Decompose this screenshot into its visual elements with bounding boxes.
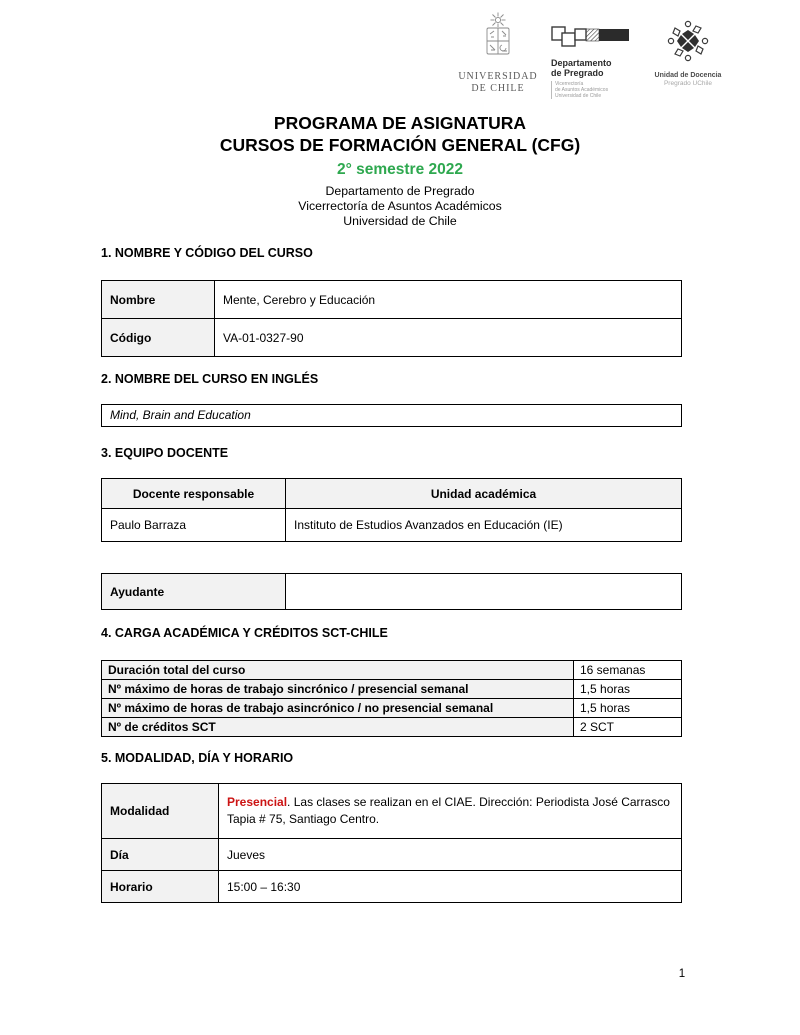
pregrado-logo-subtext: Vicerrectoría de Asuntos Académicos Universidad de Chile xyxy=(551,81,608,99)
dia-value: Jueves xyxy=(219,839,682,871)
title-block xyxy=(0,112,800,229)
horario-label: Horario xyxy=(102,871,219,903)
duracion-value: 16 semanas xyxy=(574,661,682,680)
dia-label: Día xyxy=(102,839,219,871)
table-row xyxy=(102,281,682,319)
pregrado-logo-text: Departamento de Pregrado xyxy=(551,58,612,78)
section-1-heading: 1. NOMBRE Y CÓDIGO DEL CURSO xyxy=(101,246,313,260)
docencia-logo-subtext: Pregrado UChile xyxy=(663,80,713,87)
table-row xyxy=(102,871,682,903)
page-number: 1 xyxy=(678,968,686,980)
table-row xyxy=(102,509,682,542)
table-row xyxy=(102,718,682,737)
nombre-label: Nombre xyxy=(102,281,215,319)
table-row xyxy=(102,319,682,357)
section-4-heading: 4. CARGA ACADÉMICA Y CRÉDITOS SCT-CHILE xyxy=(101,626,388,640)
codigo-label: Código xyxy=(102,319,215,357)
duracion-label: Duración total del curso xyxy=(102,661,574,680)
table-row xyxy=(102,784,682,839)
table-row xyxy=(102,839,682,871)
section-5-heading: 5. MODALIDAD, DÍA Y HORARIO xyxy=(101,751,294,765)
uchile-logo xyxy=(460,12,536,95)
section-3-heading: 3. EQUIPO DOCENTE xyxy=(101,446,229,460)
horas-sincronico-label: Nº máximo de horas de trabajo sincrónico / presencial semanal xyxy=(102,680,574,699)
section-2-heading: 2. NOMBRE DEL CURSO EN INGLÉS xyxy=(101,372,319,386)
pregrado-logo xyxy=(551,12,633,99)
academic-load-table xyxy=(101,660,682,737)
docencia-logo-text: Unidad de Docencia xyxy=(654,72,722,79)
modalidad-description: . Las clases se realizan en el CIAE. Dirección: Periodista José Carrasco Tapia # 75, Santiago Centro. xyxy=(227,795,670,826)
unidad-academica-header: Unidad académica xyxy=(286,479,682,509)
document-body xyxy=(101,240,682,903)
modalidad-label: Modalidad xyxy=(102,784,219,839)
document-title-line1: PROGRAMA DE ASIGNATURA xyxy=(273,113,527,133)
english-name-value: Mind, Brain and Education xyxy=(101,404,682,427)
unidad-value: Instituto de Estudios Avanzados en Educación (IE) xyxy=(286,509,682,542)
docencia-logo xyxy=(648,12,728,87)
document-title-line2: CURSOS DE FORMACIÓN GENERAL (CFG) xyxy=(219,135,581,155)
docente-value: Paulo Barraza xyxy=(102,509,286,542)
course-name-code-table xyxy=(101,280,682,357)
creditos-value: 2 SCT xyxy=(574,718,682,737)
creditos-label: Nº de créditos SCT xyxy=(102,718,574,737)
table-header-row xyxy=(102,479,682,509)
ayudante-value xyxy=(286,574,682,610)
docencia-pinwheel-icon xyxy=(665,18,711,69)
table-row xyxy=(102,680,682,699)
subtitle-departamento: Departamento de Pregrado xyxy=(325,184,475,198)
teaching-team-table xyxy=(101,478,682,542)
uchile-crest-icon xyxy=(479,12,517,69)
table-row xyxy=(102,699,682,718)
modality-schedule-table xyxy=(101,783,682,903)
subtitle-universidad: Universidad de Chile xyxy=(343,214,457,228)
uchile-logo-text: UNIVERSIDAD DE CHILE xyxy=(458,71,538,94)
header-logos xyxy=(460,12,728,99)
semester-subtitle: 2° semestre 2022 xyxy=(337,161,463,178)
ayudante-label: Ayudante xyxy=(102,574,286,610)
pregrado-squares-icon xyxy=(551,25,631,54)
table-row xyxy=(102,661,682,680)
horas-asincronico-label: Nº máximo de horas de trabajo asincrónico / no presencial semanal xyxy=(102,699,574,718)
horario-value: 15:00 – 16:30 xyxy=(219,871,682,903)
docente-responsable-header: Docente responsable xyxy=(102,479,286,509)
modalidad-value xyxy=(219,784,682,839)
codigo-value: VA-01-0327-90 xyxy=(215,319,682,357)
horas-sincronico-value: 1,5 horas xyxy=(574,680,682,699)
modalidad-highlight: Presencial xyxy=(227,795,288,809)
horas-asincronico-value: 1,5 horas xyxy=(574,699,682,718)
nombre-value: Mente, Cerebro y Educación xyxy=(215,281,682,319)
subtitle-vicerrectoria: Vicerrectoría de Asuntos Académicos xyxy=(298,199,502,213)
table-row xyxy=(102,574,682,610)
ayudante-table xyxy=(101,573,682,610)
